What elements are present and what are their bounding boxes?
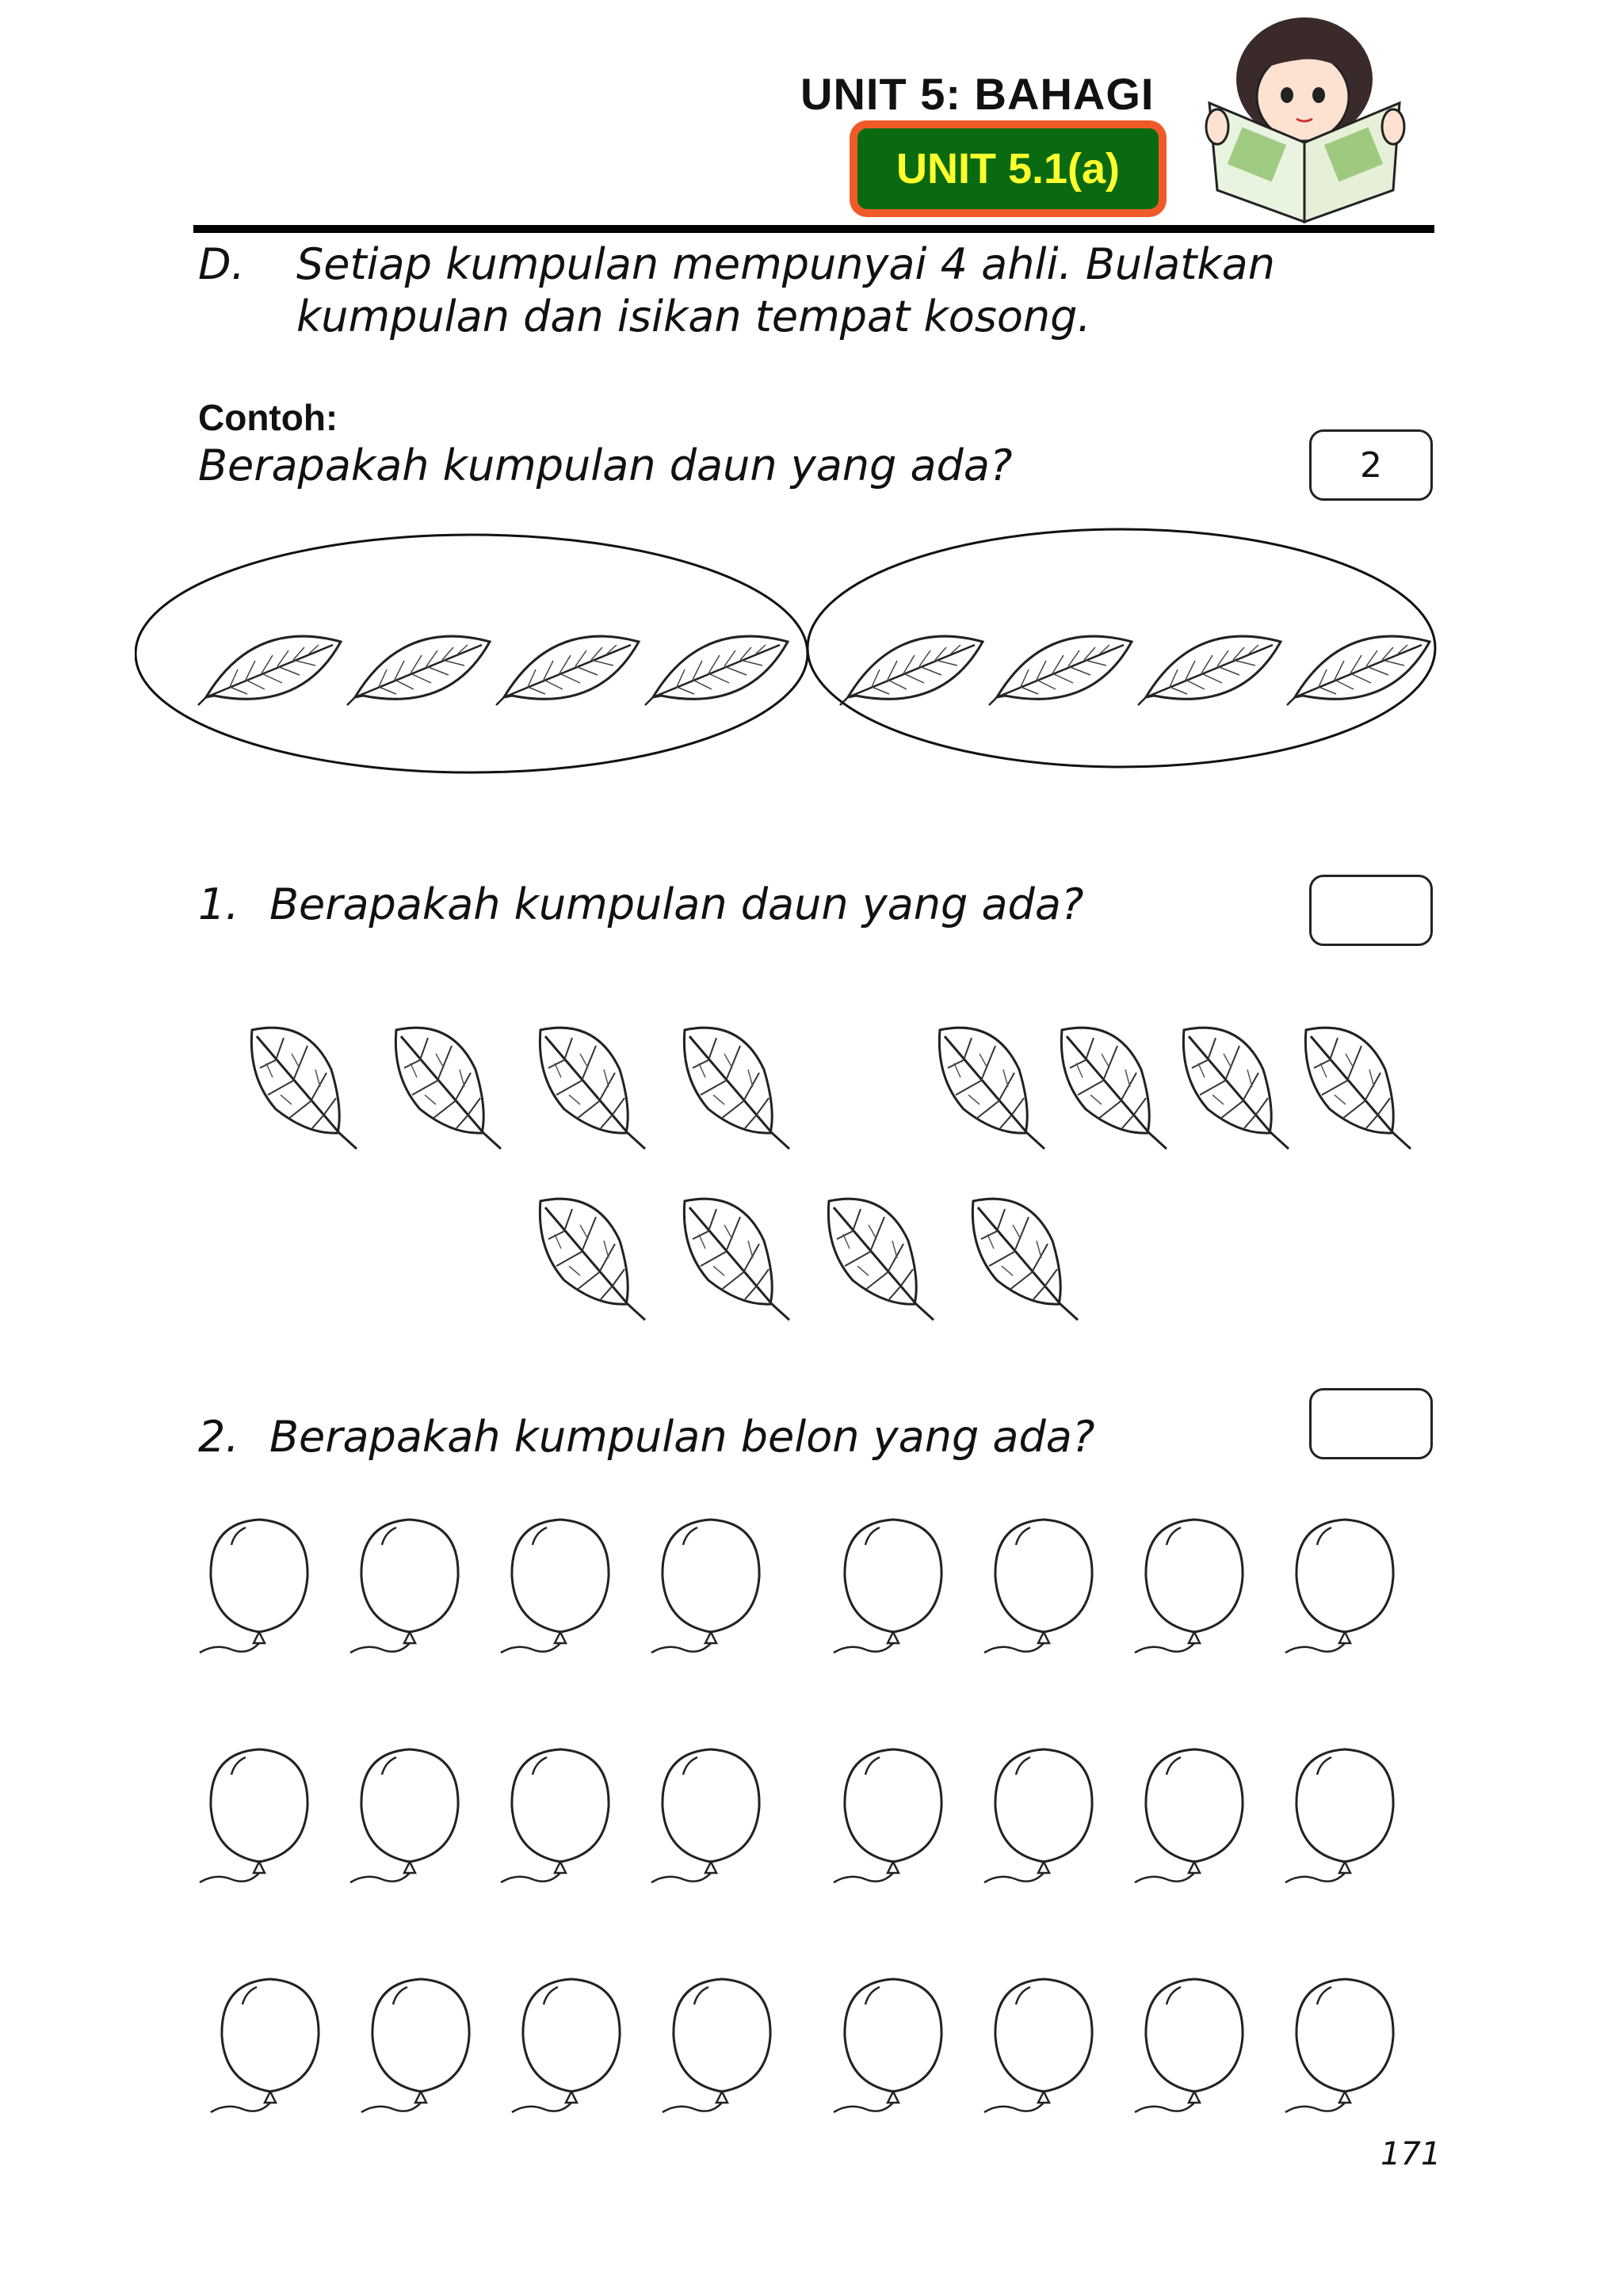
question-2-balloons xyxy=(190,1505,1442,2123)
balloon-icon xyxy=(651,1749,759,1882)
balloon-icon xyxy=(834,1520,941,1653)
question-1-answer-box[interactable] xyxy=(1309,875,1433,946)
balloon-icon xyxy=(350,1749,458,1882)
round-leaf-icon xyxy=(1061,1028,1167,1149)
instruction-label: D. xyxy=(198,239,245,289)
balloon-icon xyxy=(1135,1979,1243,2112)
balloon-icon xyxy=(501,1520,609,1653)
balloon-icon xyxy=(1135,1520,1243,1653)
balloon-icon xyxy=(211,1979,319,2112)
slender-leaf-icon xyxy=(496,636,639,705)
balloon-icon xyxy=(834,1749,941,1882)
instruction-line-2: kumpulan dan isikan tempat kosong. xyxy=(296,292,1091,341)
unit-badge-label: UNIT 5.1(a) xyxy=(857,128,1159,209)
round-leaf-icon xyxy=(1305,1028,1411,1149)
unit-title: UNIT 5: BAHAGI xyxy=(800,69,1155,119)
unit-badge xyxy=(850,120,1167,217)
question-1-number: 1. xyxy=(198,879,239,929)
slender-leaf-icon xyxy=(198,636,341,705)
example-answer-box: 2 xyxy=(1309,429,1433,501)
slender-leaf-icon xyxy=(840,636,983,705)
balloon-row-3 xyxy=(211,1979,1393,2112)
slender-leaf-icon xyxy=(989,636,1132,705)
example-leaf-groups xyxy=(135,523,1482,792)
balloon-icon xyxy=(200,1520,307,1653)
balloon-row-2 xyxy=(200,1749,1393,1882)
question-1-text: Berapakah kumpulan daun yang ada? xyxy=(269,879,1084,929)
balloon-icon xyxy=(1285,1749,1393,1882)
round-leaf-icon xyxy=(684,1199,789,1320)
round-leaf-icon xyxy=(395,1028,501,1149)
round-leaf-icon xyxy=(972,1199,1078,1320)
balloon-icon xyxy=(663,1979,770,2112)
round-leaf-icon xyxy=(540,1028,645,1149)
balloon-icon xyxy=(1285,1979,1393,2112)
round-leaf-icon xyxy=(540,1199,645,1320)
question-2-number: 2. xyxy=(198,1412,239,1462)
balloon-icon xyxy=(200,1749,307,1882)
balloon-icon xyxy=(984,1520,1092,1653)
question-2-answer-box[interactable] xyxy=(1309,1388,1433,1459)
question-1-leaves xyxy=(238,1014,1442,1331)
page-number: 171 xyxy=(1381,2136,1442,2172)
balloon-icon xyxy=(651,1520,759,1653)
balloon-icon xyxy=(1285,1520,1393,1653)
slender-leaf-icon xyxy=(347,636,490,705)
balloon-icon xyxy=(361,1979,469,2112)
round-leaf-icon xyxy=(684,1028,789,1149)
instruction-line-1: Setiap kumpulan mempunyai 4 ahli. Bulatkan xyxy=(296,239,1275,289)
example-heading: Contoh: xyxy=(198,397,338,438)
header-rule xyxy=(193,225,1434,233)
balloon-icon xyxy=(350,1520,458,1653)
balloon-icon xyxy=(984,1749,1092,1882)
round-leaf-icon xyxy=(251,1028,357,1149)
example-question: Berapakah kumpulan daun yang ada? xyxy=(198,441,1013,490)
question-2-text: Berapakah kumpulan belon yang ada? xyxy=(269,1412,1095,1462)
balloon-icon xyxy=(501,1749,609,1882)
balloon-icon xyxy=(834,1979,941,2112)
balloon-icon xyxy=(1135,1749,1243,1882)
girl-reading-book-icon xyxy=(1186,8,1423,230)
slender-leaf-icon xyxy=(645,636,788,705)
round-leaf-icon xyxy=(1183,1028,1289,1149)
round-leaf-icon xyxy=(828,1199,934,1320)
balloon-icon xyxy=(984,1979,1092,2112)
balloon-row-1 xyxy=(200,1520,1393,1653)
slender-leaf-icon xyxy=(1138,636,1281,705)
round-leaf-icon xyxy=(939,1028,1044,1149)
balloon-icon xyxy=(512,1979,620,2112)
